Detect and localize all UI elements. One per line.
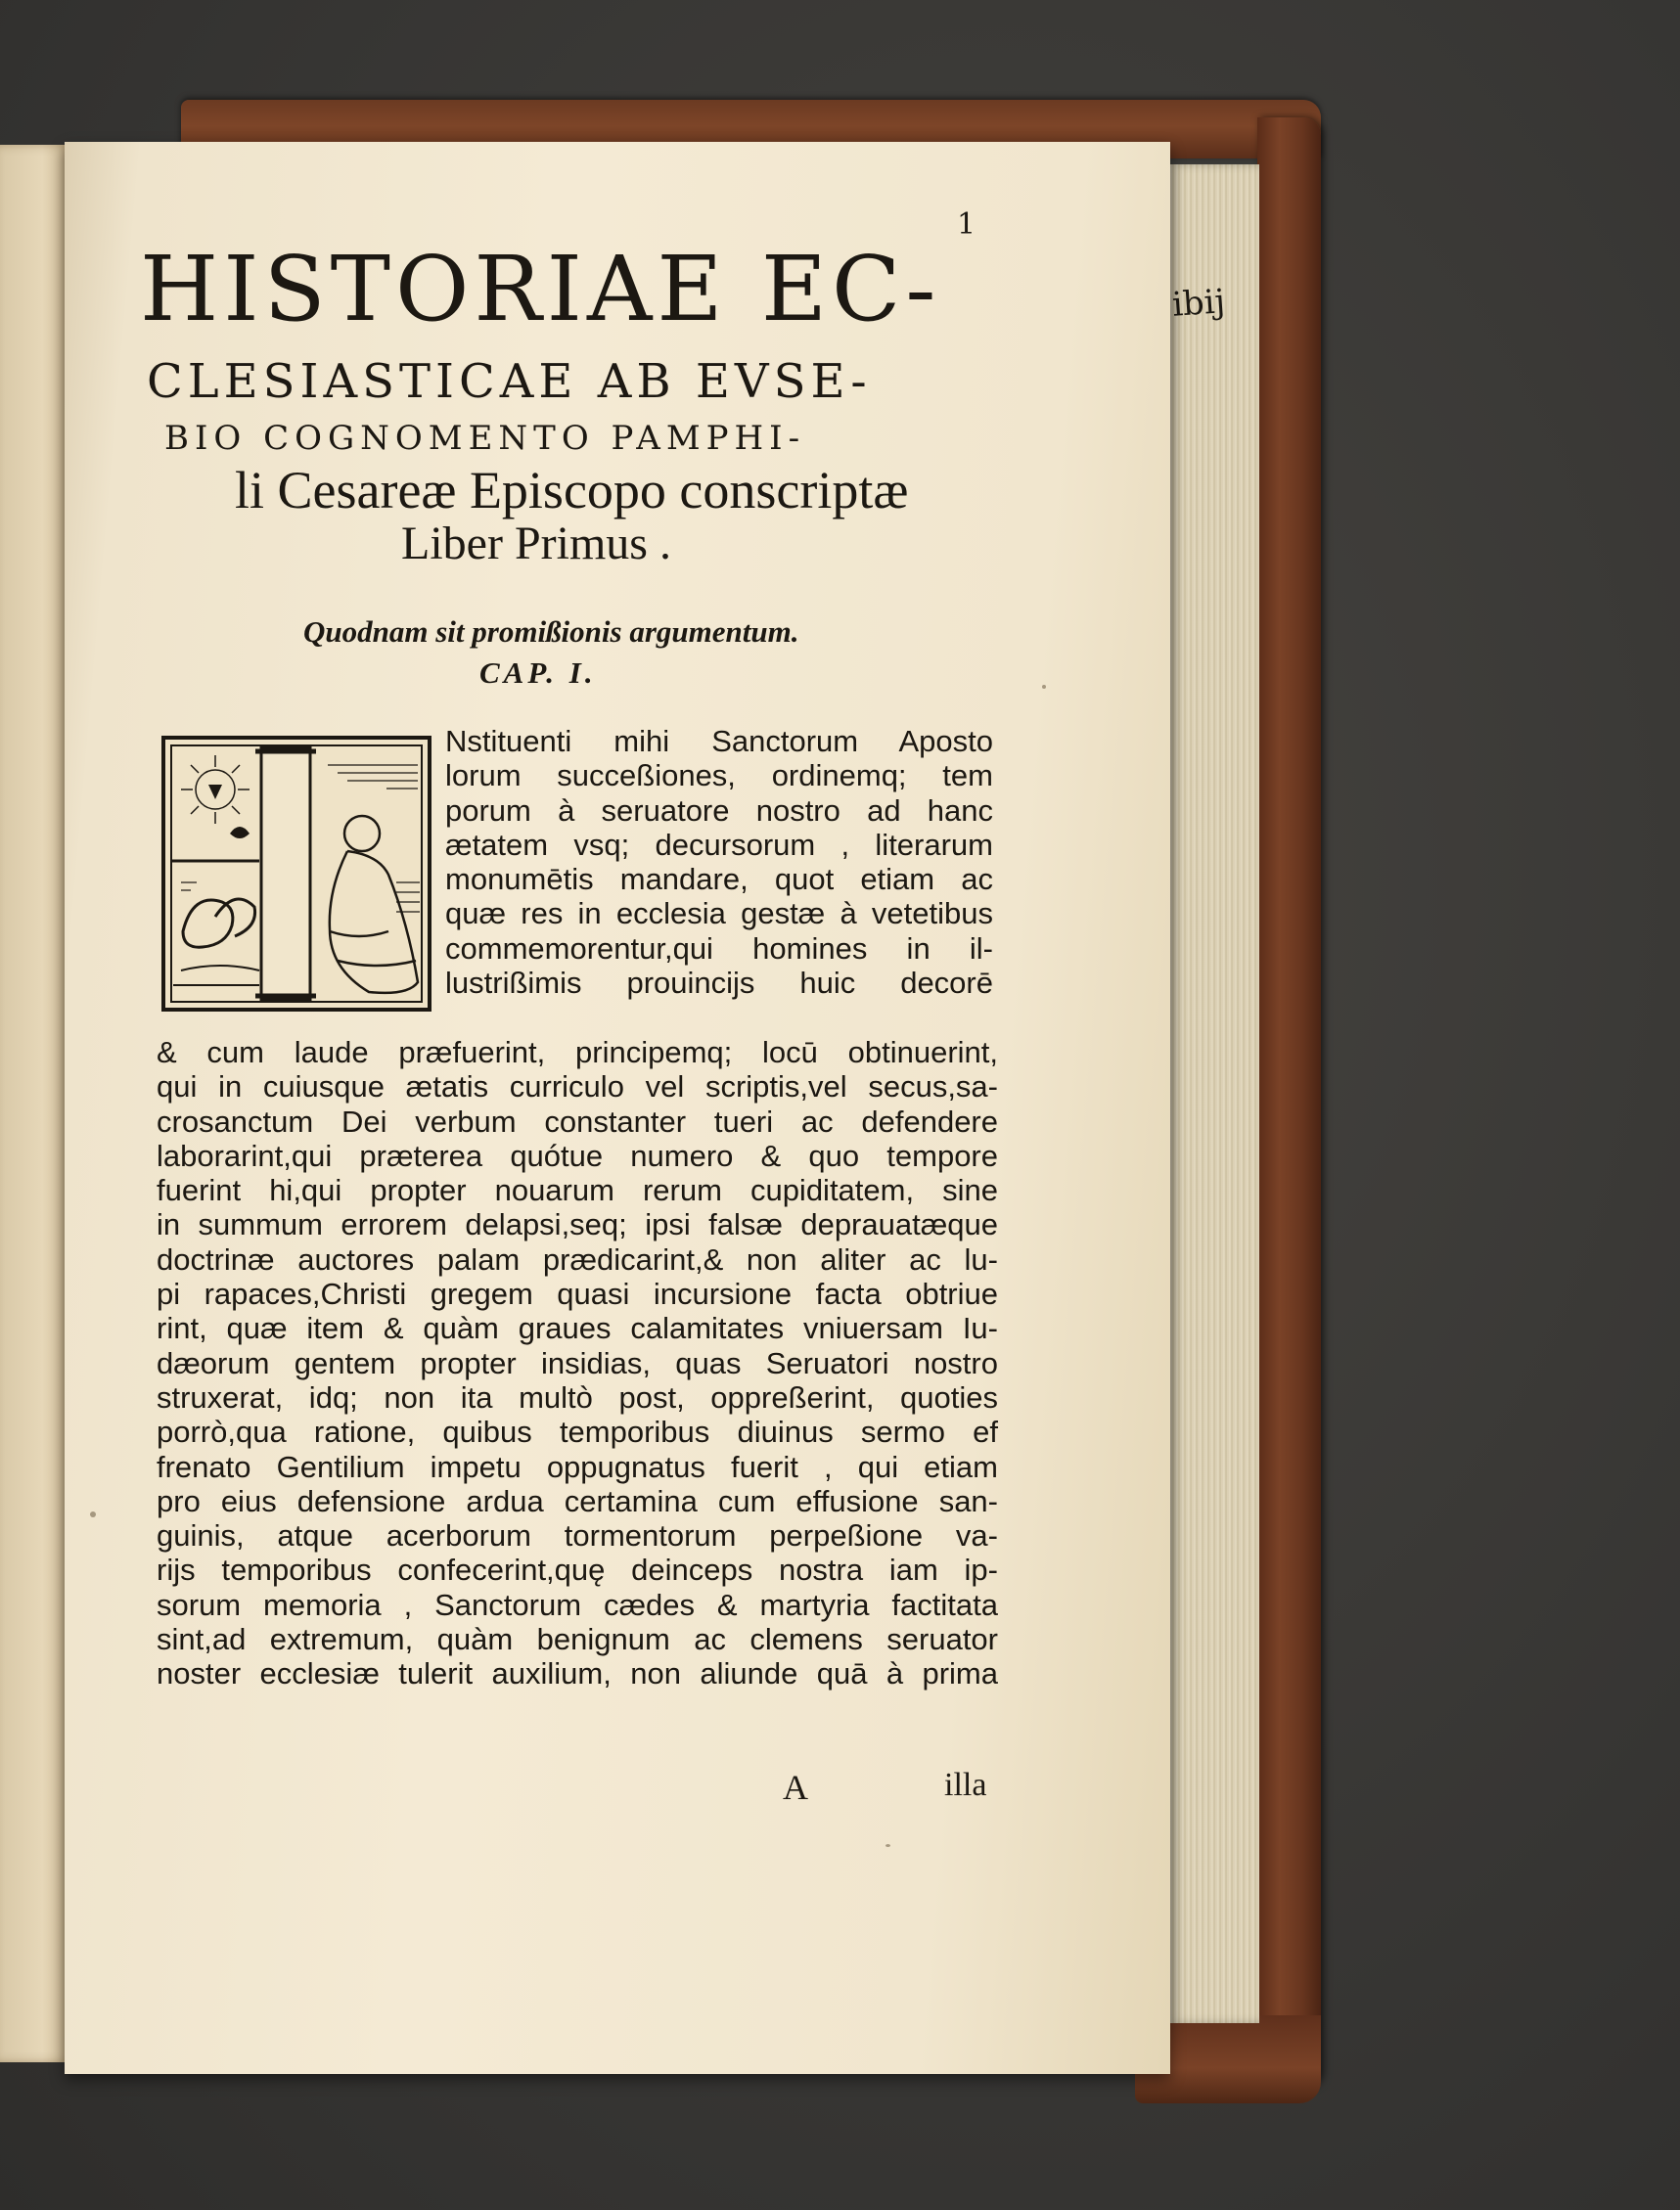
- text-line: guinis, atque acerborum tormentorum perpeßione va-: [157, 1518, 998, 1554]
- text-line: sorum memoria , Sanctorum cædes & martyria factitata: [157, 1587, 998, 1622]
- paper-speck: [885, 1844, 890, 1847]
- text-line: lorum succeßiones, ordinemq; tem: [445, 758, 993, 793]
- paper-speck: [90, 1511, 96, 1517]
- catchword: illa: [944, 1767, 987, 1803]
- text-line: crosanctum Dei verbum constanter tueri ac defendere: [157, 1104, 998, 1139]
- title-line-5: Liber Primus .: [401, 518, 671, 569]
- text-line: Nstituenti mihi Sanctorum Aposto: [445, 724, 993, 758]
- body-text-indented: [445, 724, 993, 1000]
- text-line: pi rapaces,Christi gregem quasi incursione facta obtriue: [157, 1277, 998, 1312]
- text-line: & cum laude præfuerint, principemq; locū obtinuerint,: [157, 1035, 998, 1069]
- previous-page-edge: [0, 145, 73, 2062]
- text-line: quæ res in ecclesia gestæ à vetetibus: [445, 896, 993, 931]
- chapter-heading: CAP. I.: [479, 655, 597, 690]
- text-line: porum à seruatore nostro ad hanc: [445, 792, 993, 828]
- page-number: 1: [957, 207, 976, 242]
- body-text-full: [157, 1035, 998, 1691]
- text-line: frenato Gentilium impetu oppugnatus fuerit , qui etiam: [157, 1449, 998, 1484]
- signature-mark: A: [783, 1768, 808, 1807]
- text-line: fuerint hi,qui propter nouarum rerum cupiditatem, sine: [157, 1173, 998, 1208]
- text-line: ætatem vsq; decursorum , literarum: [445, 827, 993, 862]
- title-line-3: BIO COGNOMENTO PAMPHI-: [164, 419, 806, 458]
- text-line: doctrinæ auctores palam prædicarint,& non aliter ac lu-: [157, 1241, 998, 1277]
- text-line: sint,ad extremum, quàm benignum ac clemens seruator: [157, 1622, 998, 1657]
- page-edge-mark: ibij: [1170, 282, 1227, 325]
- text-line: in summum errorem delapsi,seq; ipsi falsæ deprauatæque: [157, 1207, 998, 1242]
- title-line-4: li Cesareæ Episcopo conscriptæ: [235, 461, 909, 519]
- text-line: lustrißimis prouincijs huic decorē: [445, 966, 993, 1001]
- text-line: monumētis mandare, quot etiam ac: [445, 862, 993, 897]
- text-line: qui in cuiusque ætatis curriculo vel scriptis,vel secus,sa-: [157, 1069, 998, 1105]
- text-line: rijs temporibus confecerint,quę deinceps nostra iam ip-: [157, 1553, 998, 1588]
- title-line-1: HISTORIAE EC-: [140, 237, 941, 341]
- woodcut-initial-image: [161, 736, 431, 1012]
- text-line: porrò,qua ratione, quibus temporibus diuinus sermo ef: [157, 1415, 998, 1450]
- page-block-edges: [1169, 164, 1259, 2023]
- paper-speck: [1042, 685, 1046, 689]
- text-line: dæorum gentem propter insidias, quas Seruatori nostro: [157, 1345, 998, 1380]
- book-cover-right: [1257, 117, 1321, 2089]
- chapter-rubric: Quodnam sit promißionis argumentum.: [303, 614, 799, 649]
- text-line: commemorentur,qui homines in il-: [445, 930, 993, 966]
- text-line: struxerat, idq; non ita multò post, oppreßerint, quoties: [157, 1379, 998, 1415]
- text-line: pro eius defensione ardua certamina cum effusione san-: [157, 1483, 998, 1518]
- text-line: rint, quæ item & quàm graues calamitates vniuersam Iu-: [157, 1311, 998, 1346]
- text-line: laborarint,qui præterea quótue numero & quo tempore: [157, 1138, 998, 1173]
- title-line-2: CLESIASTICAE AB EVSE-: [147, 354, 872, 409]
- text-line: noster ecclesiæ tulerit auxilium, non aliunde quā à prima: [157, 1656, 998, 1691]
